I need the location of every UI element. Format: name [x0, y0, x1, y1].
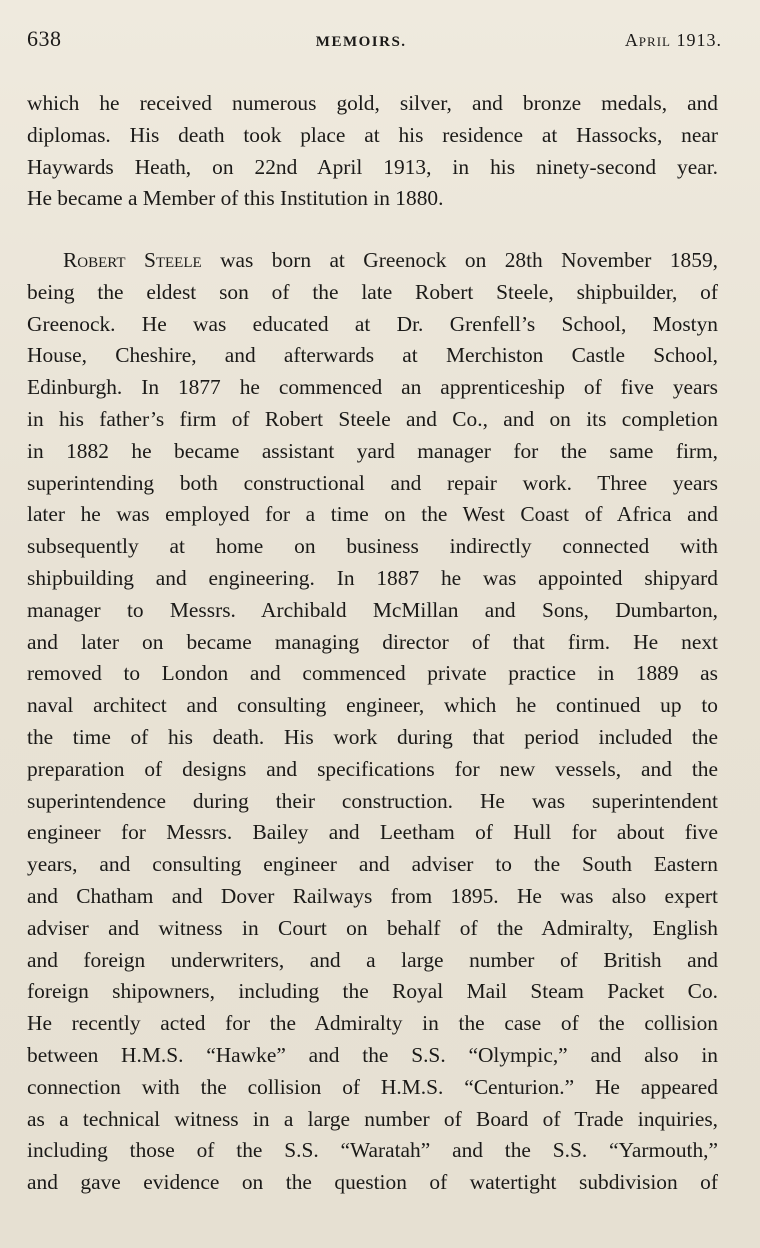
text-line: in 1882 he became assistant yard manager for the same firm,: [27, 438, 718, 463]
text-line: superintendence during their construction. He was superintendent: [27, 788, 718, 813]
text-line: years, and consulting engineer and adviser to the South Eastern: [27, 852, 718, 877]
text-line: Haywards Heath, on 22nd April 1913, in his ninety-second year.: [27, 154, 718, 179]
text-line: including those of the S.S. “Waratah” and the S.S. “Yarmouth,”: [27, 1138, 718, 1163]
text-line: naval architect and consulting engineer, which he continued up to: [27, 693, 718, 718]
text-line: foreign shipowners, including the Royal Mail Steam Packet Co.: [27, 979, 718, 1004]
text-line: and later on became managing director of that firm. He next: [27, 629, 718, 654]
text-line: removed to London and commenced private practice in 1889 as: [27, 661, 718, 686]
text-line: connection with the collision of H.M.S. “Centurion.” He appeared: [27, 1074, 718, 1099]
text-line: House, Cheshire, and afterwards at Merchiston Castle School,: [27, 343, 718, 368]
text-line: adviser and witness in Court on behalf of the Admiralty, English: [27, 915, 718, 940]
running-date-month: April: [624, 30, 671, 50]
text-line: which he received numerous gold, silver, and bronze medals, and: [27, 91, 718, 115]
page-number: 638: [27, 26, 62, 51]
text-line: being the eldest son of the late Robert Steele, shipbuilder, of: [27, 279, 718, 304]
text-line: manager to Messrs. Archibald McMillan and Sons, Dumbarton,: [27, 597, 718, 622]
first-line-text: was born at Greenock on 28th November 1859,: [220, 248, 718, 272]
running-header: [27, 26, 722, 66]
running-title: MEMOIRS.: [315, 34, 407, 50]
text-line: between H.M.S. “Hawke” and the S.S. “Olympic,” and also in: [27, 1042, 718, 1067]
text-line: diplomas. His death took place at his residence at Hassocks, near: [27, 122, 718, 147]
text-line: in his father’s firm of Robert Steele and Co., and on its completion: [27, 406, 718, 431]
text-line: Greenock. He was educated at Dr. Grenfell’s School, Mostyn: [27, 311, 718, 336]
running-date-year: 1913.: [676, 30, 722, 50]
text-line: as a technical witness in a large number of Board of Trade inquiries,: [27, 1106, 718, 1131]
paragraph-memoir-robert-steele: [27, 245, 718, 1199]
text-line: the time of his death. His work during that period included the: [27, 724, 718, 749]
text-line: He recently acted for the Admiralty in the case of the collision: [27, 1011, 718, 1036]
paragraph-continuation: [27, 88, 718, 215]
memoir-subject-name: Robert Steele: [63, 248, 202, 272]
text-line: and gave evidence on the question of watertight subdivision of: [27, 1170, 718, 1195]
running-date: [625, 30, 722, 51]
text-line: and foreign underwriters, and a large number of British and: [27, 947, 718, 972]
text-line: Edinburgh. In 1877 he commenced an apprenticeship of five years: [27, 375, 718, 400]
text-line: engineer for Messrs. Bailey and Leetham of Hull for about five: [27, 820, 718, 845]
text-line-first: [27, 245, 718, 277]
text-line: He became a Member of this Institution in 1880.: [27, 186, 444, 211]
text-line: and Chatham and Dover Railways from 1895. He was also expert: [27, 883, 718, 908]
text-line: subsequently at home on business indirectly connected with: [27, 534, 718, 559]
text-line: later he was employed for a time on the West Coast of Africa and: [27, 502, 718, 527]
text-line: superintending both constructional and repair work. Three years: [27, 470, 718, 495]
text-line: preparation of designs and specifications for new vessels, and the: [27, 756, 718, 781]
text-line: shipbuilding and engineering. In 1887 he was appointed shipyard: [27, 565, 718, 590]
